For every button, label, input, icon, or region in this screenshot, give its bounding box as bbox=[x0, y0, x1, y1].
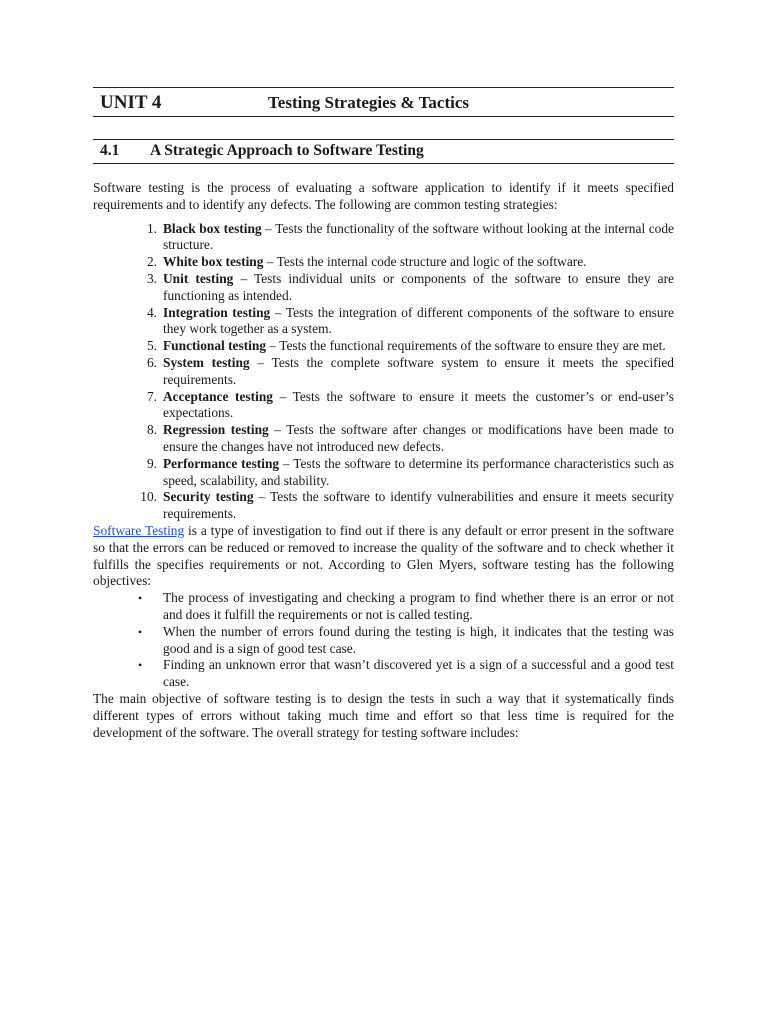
list-item bbox=[93, 271, 674, 305]
list-item bbox=[93, 221, 674, 255]
list-item-term: White box testing bbox=[163, 254, 264, 270]
document-body bbox=[93, 180, 674, 741]
list-item-number: 4. bbox=[146, 304, 157, 320]
list-item-separator: – bbox=[261, 220, 276, 236]
closing-paragraph: The main objective of software testing is to design the tests in such a way that it systematically finds different types of errors without taking much time and effort so that less time is required for the development of the software. The overall strategy for testing software includes: bbox=[93, 690, 674, 740]
list-item bbox=[93, 657, 674, 691]
list-item-separator: – bbox=[279, 455, 294, 471]
list-item-number: 3. bbox=[146, 270, 157, 286]
bullet-icon: • bbox=[138, 624, 143, 639]
list-item-description: Tests the software to ensure it meets the customer’s or end-user’s expectations. bbox=[163, 388, 674, 421]
list-item-separator: – bbox=[253, 489, 271, 505]
list-item bbox=[93, 389, 674, 423]
list-item-description: Tests the internal code structure and logic of the software. bbox=[276, 254, 587, 270]
bullet-icon: • bbox=[138, 591, 143, 606]
objective-text: The process of investigating and checking a program to find whether there is an error or not and does it fulfill the requirements or not is called testing. bbox=[163, 590, 674, 622]
list-item-separator: – bbox=[233, 270, 254, 286]
list-item-separator: – bbox=[266, 338, 280, 354]
list-item-description: Tests the integration of different components of the software to ensure they work together as a system. bbox=[163, 304, 674, 337]
unit-number: UNIT 4 bbox=[100, 92, 162, 113]
list-item-number: 10. bbox=[140, 489, 157, 505]
list-item-description: Tests the software to identify vulnerabilities and ensure it meets security requirements. bbox=[163, 489, 674, 522]
section-header bbox=[93, 139, 674, 164]
list-item-term: Black box testing bbox=[163, 220, 262, 236]
list-item-number: 7. bbox=[146, 388, 157, 404]
list-item-term: Performance testing bbox=[163, 455, 280, 471]
list-item bbox=[93, 489, 674, 523]
list-item-description: Tests the functionality of the software without looking at the internal code structure. bbox=[163, 220, 674, 253]
objective-text: Finding an unknown error that wasn’t discovered yet is a sign of a successful and a good test case. bbox=[163, 657, 674, 690]
list-item-separator: – bbox=[270, 304, 286, 320]
intro-paragraph: Software testing is the process of evaluating a software application to identify if it meets specified requirements and to identify any defects. The following are common testing strategies: bbox=[93, 180, 674, 212]
testing-strategies-list bbox=[93, 221, 674, 523]
list-item-separator: – bbox=[249, 354, 272, 370]
list-item-separator: – bbox=[263, 254, 277, 270]
list-item-number: 6. bbox=[146, 354, 157, 370]
list-item-term: System testing bbox=[163, 354, 250, 370]
list-item bbox=[93, 624, 674, 658]
list-item-description: Tests the software after changes or modifications have been made to ensure the changes have not introduced new defects. bbox=[163, 422, 674, 454]
section-title: A Strategic Approach to Software Testing bbox=[150, 142, 424, 159]
list-item-term: Security testing bbox=[163, 489, 254, 505]
list-item-description: Tests the functional requirements of the software to ensure they are met. bbox=[279, 338, 666, 354]
list-item-separator: – bbox=[272, 388, 293, 404]
list-item-description: Tests the software to determine its performance characteristics such as speed, scalability, and stability. bbox=[163, 455, 674, 488]
list-item bbox=[93, 338, 674, 355]
list-item-term: Regression testing bbox=[163, 422, 269, 438]
list-item bbox=[93, 305, 674, 339]
list-item bbox=[93, 456, 674, 490]
objective-text: When the number of errors found during the testing is high, it indicates that the testing was good and is a sign of good test case. bbox=[163, 623, 674, 656]
list-item bbox=[93, 254, 674, 271]
list-item-number: 8. bbox=[146, 422, 157, 438]
list-item-number: 9. bbox=[146, 455, 157, 471]
unit-title: Testing Strategies & Tactics bbox=[268, 93, 470, 112]
list-item bbox=[93, 590, 674, 624]
list-item-term: Acceptance testing bbox=[163, 388, 273, 404]
list-item-term: Integration testing bbox=[163, 304, 271, 320]
section-number: 4.1 bbox=[100, 142, 120, 159]
bullet-icon: • bbox=[138, 658, 143, 673]
list-item-term: Functional testing bbox=[163, 338, 267, 354]
list-item-number: 2. bbox=[146, 254, 157, 270]
list-item-separator: – bbox=[268, 422, 287, 438]
unit-header bbox=[93, 87, 674, 117]
list-item-number: 5. bbox=[146, 338, 157, 354]
list-item-description: Tests the complete software system to ensure it meets the specified requirements. bbox=[163, 354, 674, 387]
list-item-number: 1. bbox=[146, 220, 157, 236]
list-item bbox=[93, 355, 674, 389]
list-item-description: Tests individual units or components of the software to ensure they are functioning as intended. bbox=[163, 270, 674, 303]
objectives-list bbox=[93, 590, 674, 691]
list-item-term: Unit testing bbox=[163, 270, 234, 286]
list-item bbox=[93, 422, 674, 456]
definition-paragraph bbox=[93, 523, 674, 590]
definition-text: is a type of investigation to find out if there is any default or error present in the software so that the errors can be reduced or removed to increase the quality of the software and to check whether it fulfills the specifies requirements or not. According to Glen Myers, software testing has the following objectives: bbox=[93, 522, 674, 589]
software-testing-link[interactable]: Software Testing bbox=[93, 522, 185, 538]
